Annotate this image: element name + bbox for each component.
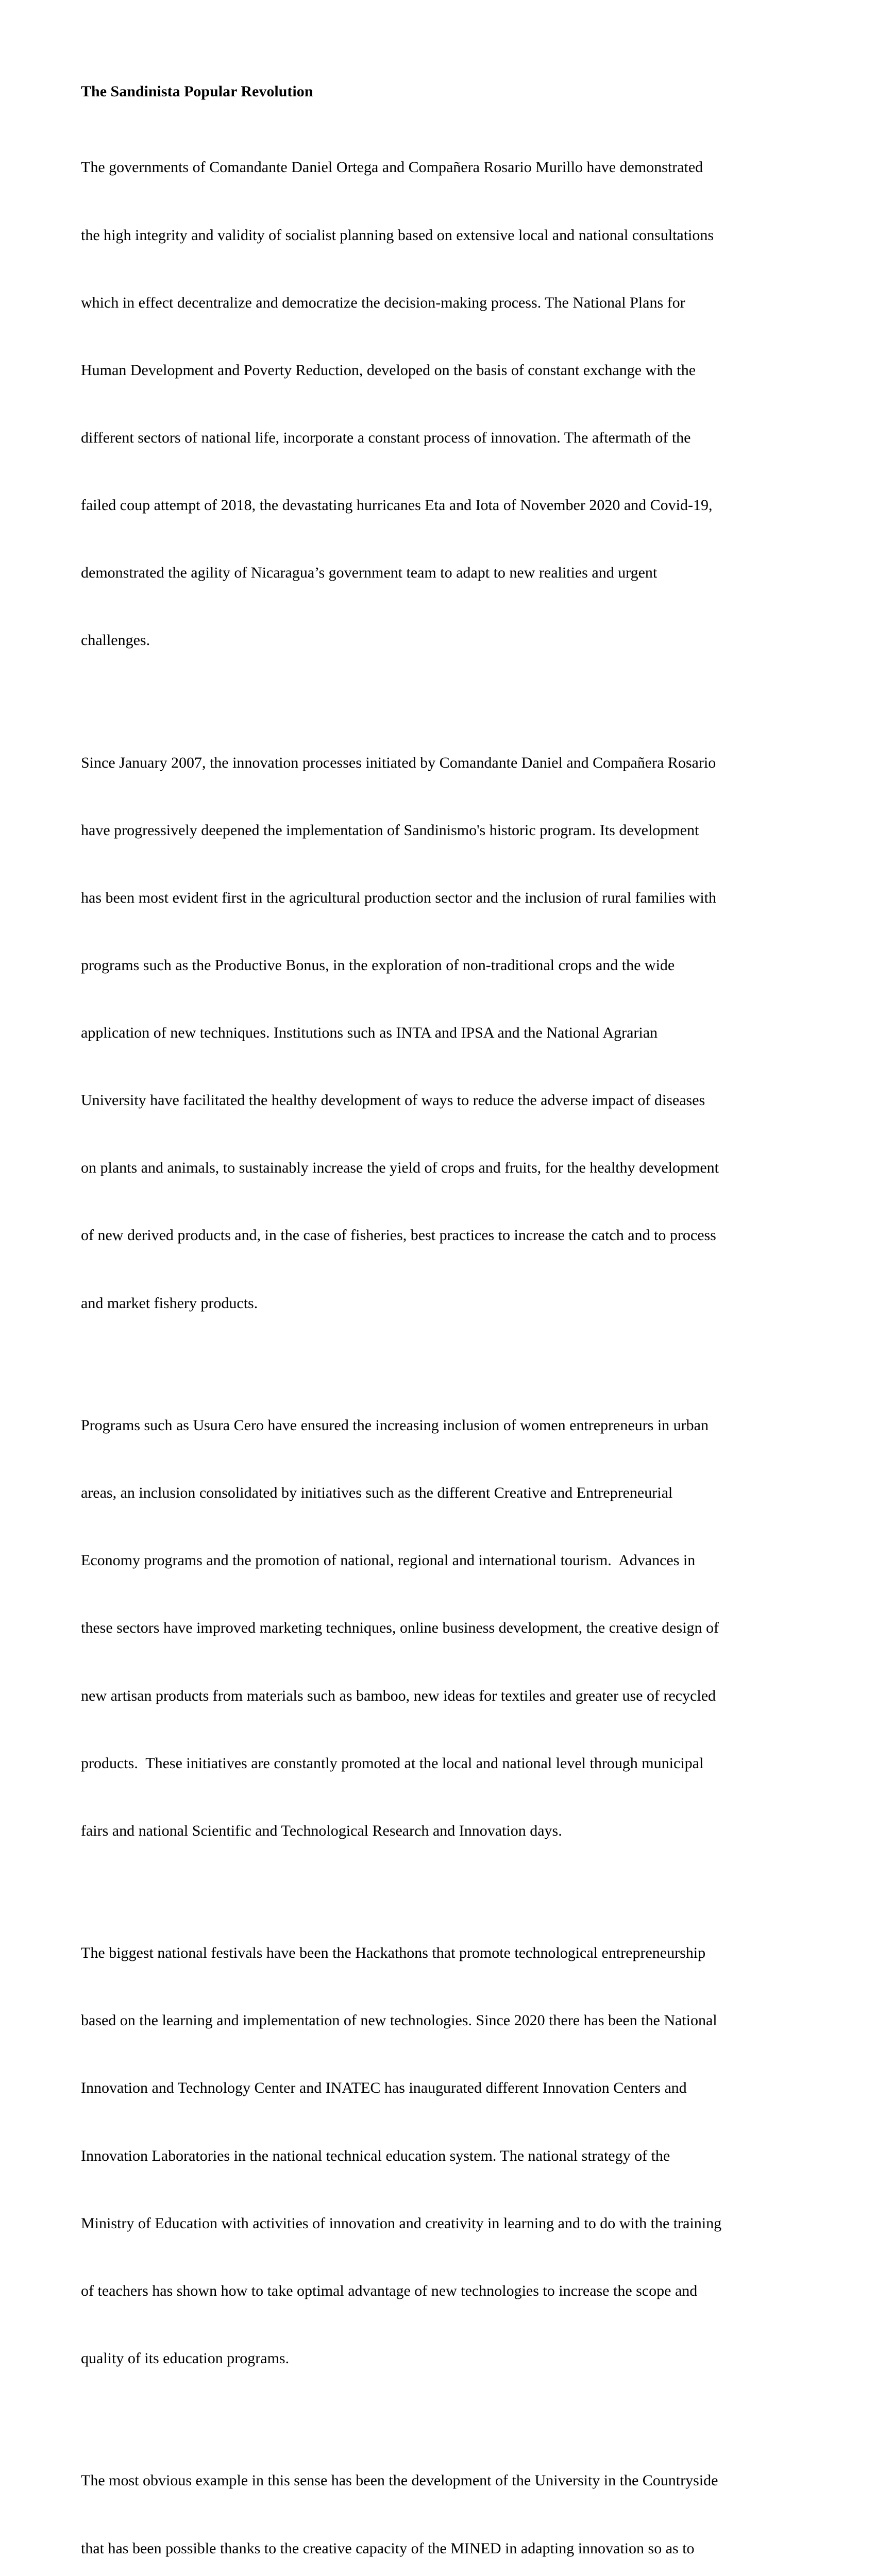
paragraph-line: products. These initiatives are constantly promoted at the local and national level through municipal [81,1754,704,1772]
paragraph-line: of teachers has shown how to take optimal advantage of new technologies to increase the scope and [81,2282,698,2299]
paragraph-4 [81,1897,792,2415]
paragraph-line: Since January 2007, the innovation processes initiated by Comandante Daniel and Compañera Rosario [81,754,716,771]
paragraph-line: has been most evident first in the agricultural production sector and the inclusion of rural families with [81,889,717,906]
document-title: The Sandinista Popular Revolution [81,83,313,100]
paragraph-line: Human Development and Poverty Reduction, developed on the basis of constant exchange with the [81,361,696,379]
paragraph-line: and market fishery products. [81,1294,258,1312]
paragraph-1 [81,111,792,697]
paragraph-line: the high integrity and validity of socialist planning based on extensive local and national consultations [81,226,714,244]
paragraph-line: areas, an inclusion consolidated by initiatives such as the different Creative and Entrepreneurial [81,1484,673,1502]
paragraph-line: that has been possible thanks to the creative capacity of the MINED in adapting innovation so as to [81,2539,695,2557]
paragraph-line: demonstrated the agility of Nicaragua’s government team to adapt to new realities and urgent [81,564,658,582]
paragraph-line: programs such as the Productive Bonus, in the exploration of non-traditional crops and the wide [81,957,675,974]
paragraph-line: have progressively deepened the implementation of Sandinismo's historic program. Its development [81,821,699,839]
paragraph-line: Programs such as Usura Cero have ensured the increasing inclusion of women entrepreneurs in urban [81,1417,709,1434]
paragraph-line: Economy programs and the promotion of national, regional and international tourism. Advances in [81,1552,696,1569]
paragraph-line: University have facilitated the healthy development of ways to reduce the adverse impact of diseases [81,1092,705,1109]
document-body [81,80,792,2576]
paragraph-line: new artisan products from materials such as bamboo, new ideas for textiles and greater use of recycled [81,1687,716,1704]
paragraph-line: based on the learning and implementation of new technologies. Since 2020 there has been the National [81,2012,717,2029]
paragraph-line: failed coup attempt of 2018, the devastating hurricanes Eta and Iota of November 2020 and Covid-19, [81,496,713,514]
paragraph-line: The biggest national festivals have been the Hackathons that promote technological entrepreneurship [81,1944,706,1962]
paragraph-line: The governments of Comandante Daniel Ortega and Compañera Rosario Murillo have demonstrated [81,159,703,176]
paragraph-line: on plants and animals, to sustainably increase the yield of crops and fruits, for the healthy development [81,1159,719,1177]
paragraph-line: these sectors have improved marketing techniques, online business development, the creative design of [81,1619,719,1637]
paragraph-line: of new derived products and, in the case of fisheries, best practices to increase the catch and to process [81,1227,716,1244]
paragraph-line: application of new techniques. Institutions such as INTA and IPSA and the National Agrarian [81,1024,658,1042]
paragraph-2 [81,706,792,1359]
paragraph-line: Ministry of Education with activities of innovation and creativity in learning and to do with the training [81,2214,722,2232]
paragraph-line: which in effect decentralize and democratize the decision-making process. The National Plans for [81,294,685,311]
paragraph-line: Innovation and Technology Center and INATEC has inaugurated different Innovation Centers and [81,2079,687,2097]
paragraph-line: different sectors of national life, incorporate a constant process of innovation. The aftermath of the [81,429,691,446]
paragraph-line: The most obvious example in this sense has been the development of the University in the Countryside [81,2472,718,2489]
paragraph-line: fairs and national Scientific and Technological Research and Innovation days. [81,1822,562,1839]
paragraph-3 [81,1369,792,1887]
paragraph-line: challenges. [81,632,150,649]
paragraph-line: quality of its education programs. [81,2349,290,2367]
paragraph-line: Innovation Laboratories in the national technical education system. The national strategy of the [81,2147,670,2164]
paragraph-5 [81,2425,792,2576]
